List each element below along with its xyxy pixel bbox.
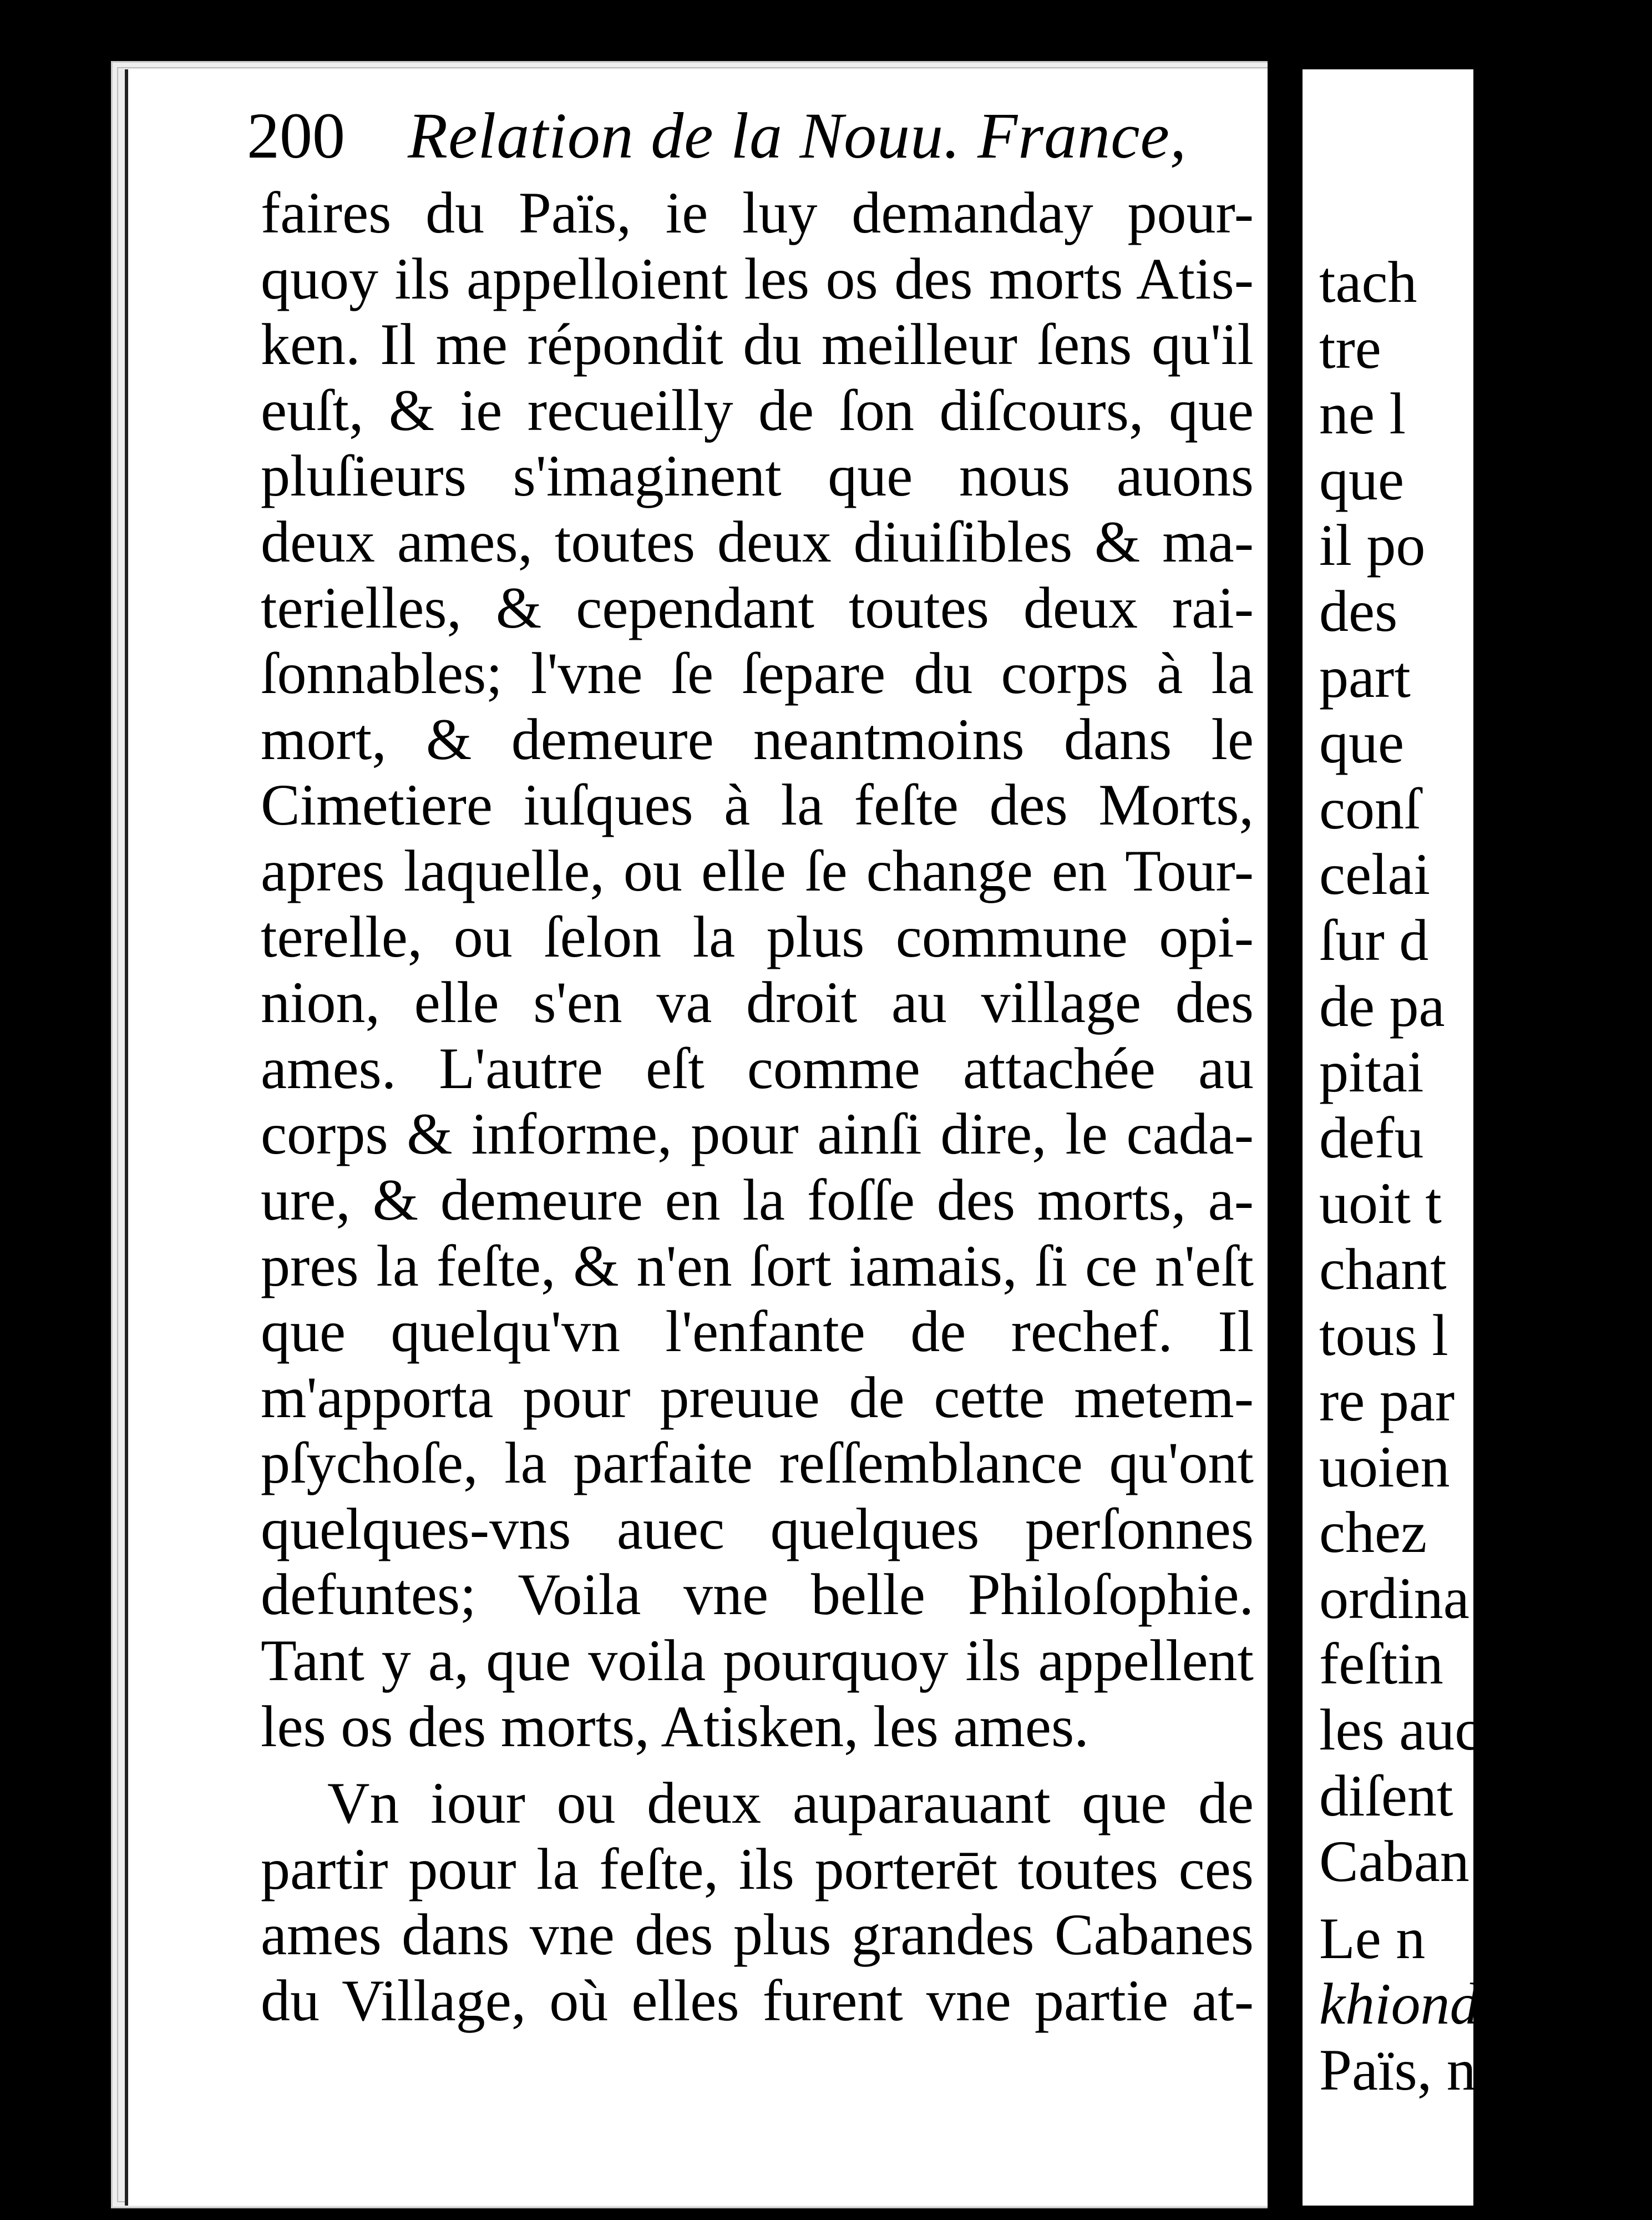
text-line: euſt, & ie recueilly de ſon diſcours, que <box>261 377 1254 443</box>
right-page <box>1298 69 1496 2206</box>
text-fragment: ſur d <box>1319 907 1429 973</box>
text-line: pluſieurs s'imaginent que nous auons <box>261 443 1254 509</box>
text-fragment: part <box>1319 644 1411 710</box>
text-line: terielles, & cependant toutes deux rai- <box>261 575 1254 640</box>
text-line: ure, & demeure en la foſſe des morts, a- <box>261 1167 1254 1232</box>
text-line: pſychoſe, la parfaite reſſemblance qu'ont <box>261 1430 1254 1496</box>
text-fragment: celai <box>1319 842 1431 907</box>
text-fragment: re par <box>1319 1368 1455 1434</box>
text-line: que quelqu'vn l'enfante de rechef. Il <box>261 1299 1254 1364</box>
text-line: m'apporta pour preuue de cette metem- <box>261 1364 1254 1430</box>
text-fragment: ordina <box>1319 1565 1469 1631</box>
text-line: mort, & demeure neantmoins dans le <box>261 706 1254 772</box>
text-line: quelques-vns auec quelques perſonnes <box>261 1496 1254 1561</box>
text-fragment: chez <box>1319 1500 1427 1565</box>
text-fragment: il po <box>1319 513 1426 578</box>
text-fragment: Le n <box>1319 1905 1426 1971</box>
text-fragment: des <box>1319 578 1398 644</box>
text-line: terelle, ou ſelon la plus commune opi- <box>261 904 1254 969</box>
running-title: Relation de la Nouu. France, <box>408 99 1187 172</box>
text-fragment: pitai <box>1319 1039 1424 1105</box>
text-fragment: que <box>1319 710 1405 776</box>
text-fragment: defu <box>1319 1105 1424 1170</box>
text-line: partir pour la feſte, ils porterēt toutes ces <box>261 1836 1254 1902</box>
text-fragment: feſtin <box>1319 1631 1443 1697</box>
text-line: ken. Il me répondit du meilleur ſens qu'il <box>261 312 1254 377</box>
text-fragment: que <box>1319 447 1405 512</box>
text-line: defuntes; Voila vne belle Philoſophie. <box>261 1562 1254 1627</box>
text-line: nion, elle s'en va droit au village des <box>261 970 1254 1035</box>
book-gutter <box>1268 61 1298 2219</box>
text-line: deux ames, toutes deux diuiſibles & ma- <box>261 509 1254 574</box>
text-fragment: tach <box>1319 250 1417 315</box>
text-fragment: uoien <box>1319 1434 1450 1499</box>
text-fragment: diſent <box>1319 1763 1453 1828</box>
text-fragment: chant <box>1319 1236 1447 1302</box>
page-number: 200 <box>247 99 345 172</box>
text-fragment: khiondi <box>1319 1971 1496 2037</box>
text-line: Tant y a, que voila pourquoy ils appellent <box>261 1628 1254 1693</box>
text-line: les os des morts, Atisken, les ames. <box>261 1693 1089 1759</box>
text-fragment: ne l <box>1319 381 1406 447</box>
text-line: Vn iour ou deux auparauant que de <box>327 1771 1254 1836</box>
text-line: corps & informe, pour ainſi dire, le cada- <box>261 1101 1254 1167</box>
text-line: ames. L'autre eſt comme attachée au <box>261 1035 1254 1101</box>
text-line: quoy ils appelloient les os des morts Atis- <box>261 246 1254 311</box>
text-line: apres laquelle, ou elle ſe change en Tour- <box>261 838 1254 903</box>
text-line: Cimetiere iuſques à la feſte des Morts, <box>261 772 1254 838</box>
text-fragment: conſ <box>1319 776 1421 841</box>
text-fragment: tous l <box>1319 1302 1448 1368</box>
text-line: ſonnables; l'vne ſe ſepare du corps à la <box>261 641 1254 706</box>
body-text <box>261 180 1254 2034</box>
text-fragment: uoit t <box>1319 1171 1442 1236</box>
text-fragment: Caban <box>1319 1829 1469 1894</box>
right-page-text <box>1319 250 1652 2103</box>
text-line: faires du Païs, ie luy demanday pour- <box>261 180 1254 245</box>
text-line: ames dans vne des plus grandes Cabanes <box>261 1902 1254 1968</box>
text-fragment: Païs, n <box>1319 2037 1476 2103</box>
text-line: du Village, où elles furent vne partie at- <box>261 1968 1254 2034</box>
text-fragment: de pa <box>1319 973 1445 1039</box>
text-fragment: tre <box>1319 315 1381 381</box>
running-head <box>247 100 1273 172</box>
text-fragment: les auc <box>1319 1697 1481 1763</box>
text-line: pres la feſte, & n'en ſort iamais, ſi ce n'eſt <box>261 1233 1254 1298</box>
